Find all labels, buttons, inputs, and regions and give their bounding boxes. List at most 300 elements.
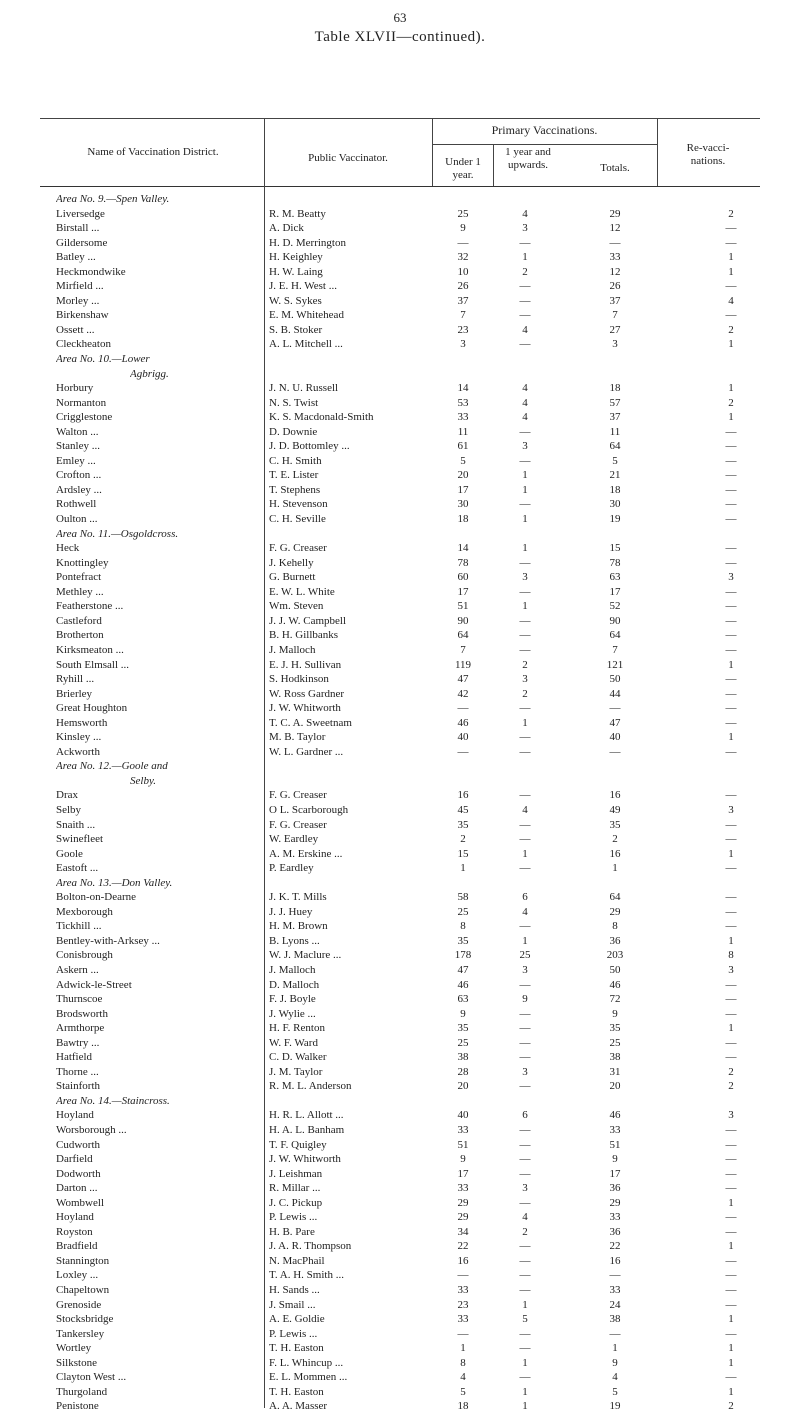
header-primary: Primary Vaccinations. bbox=[491, 123, 598, 137]
under-1-cell: 25 bbox=[457, 905, 469, 918]
totals-cell: 49 bbox=[609, 803, 621, 816]
table-row bbox=[0, 919, 800, 934]
one-year-up-cell: — bbox=[519, 294, 531, 307]
table-row bbox=[0, 439, 800, 454]
revaccinations-cell: 1 bbox=[728, 382, 734, 395]
revaccinations-cell: — bbox=[725, 862, 737, 875]
vaccinator-cell: Wm. Steven bbox=[269, 600, 324, 613]
under-1-cell: 20 bbox=[457, 469, 469, 482]
vaccinator-cell: F. G. Creaser bbox=[269, 789, 327, 802]
vaccinator-cell: H. W. Laing bbox=[269, 265, 323, 278]
primary-subrule bbox=[432, 144, 657, 145]
revaccinations-cell: — bbox=[725, 1036, 737, 1049]
district-cell: Armthorpe bbox=[56, 1022, 105, 1035]
one-year-up-cell: — bbox=[519, 1051, 531, 1064]
one-year-up-cell: 1 bbox=[522, 469, 528, 482]
table-row bbox=[0, 687, 800, 702]
totals-cell: 19 bbox=[609, 513, 621, 526]
vaccinator-cell: A. L. Mitchell ... bbox=[269, 338, 343, 351]
vaccinator-cell: W. L. Gardner ... bbox=[269, 745, 344, 758]
district-cell: Brodsworth bbox=[56, 1007, 108, 1020]
one-year-up-cell: 1 bbox=[522, 847, 528, 860]
district-cell: Hatfield bbox=[56, 1051, 93, 1064]
area-heading-label: Area No. 10.—Lower bbox=[56, 353, 150, 366]
page-number: 63 bbox=[393, 10, 407, 25]
one-year-up-cell: — bbox=[519, 1080, 531, 1093]
totals-cell: 22 bbox=[609, 1240, 621, 1253]
totals-cell: 50 bbox=[609, 673, 621, 686]
district-cell: Heckmondwike bbox=[56, 265, 126, 278]
under-1-cell: 9 bbox=[460, 222, 466, 235]
district-cell: Hoyland bbox=[56, 1109, 94, 1122]
table-row bbox=[0, 396, 800, 411]
district-cell: Crigglestone bbox=[56, 411, 113, 424]
vaccinator-cell: B. H. Gillbanks bbox=[269, 629, 339, 642]
totals-cell: 36 bbox=[609, 934, 621, 947]
vaccinator-cell: R. Millar ... bbox=[269, 1182, 321, 1195]
revaccinations-cell: 1 bbox=[728, 1022, 734, 1035]
totals-cell: 40 bbox=[609, 731, 621, 744]
one-year-up-cell: — bbox=[519, 1196, 531, 1209]
district-cell: Birstall ... bbox=[56, 222, 100, 235]
revaccinations-cell: — bbox=[725, 425, 737, 438]
one-year-up-cell: 3 bbox=[522, 222, 528, 235]
area-heading-label: Selby. bbox=[130, 774, 156, 787]
district-cell: Stanley ... bbox=[56, 440, 100, 453]
revaccinations-cell: 2 bbox=[728, 1065, 734, 1078]
one-year-up-cell: 6 bbox=[522, 891, 528, 904]
table-row bbox=[0, 628, 800, 643]
table-row bbox=[0, 614, 800, 629]
under-1-cell: 14 bbox=[457, 382, 469, 395]
vaccinator-cell: P. Lewis ... bbox=[269, 1327, 318, 1340]
revaccinations-cell: — bbox=[725, 236, 737, 249]
header-vaccinator: Public Vaccinator. bbox=[308, 152, 388, 164]
revaccinations-cell: — bbox=[725, 498, 737, 511]
one-year-up-cell: — bbox=[519, 1284, 531, 1297]
totals-cell: 16 bbox=[609, 1254, 621, 1267]
vaccinator-cell: E. J. H. Sullivan bbox=[269, 658, 342, 671]
one-year-up-cell: — bbox=[519, 862, 531, 875]
table-row bbox=[0, 250, 800, 265]
totals-cell: 29 bbox=[609, 905, 621, 918]
district-cell: Grenoside bbox=[56, 1298, 102, 1311]
under-1-cell: 34 bbox=[457, 1225, 469, 1238]
revaccinations-cell: 4 bbox=[728, 294, 734, 307]
under-1-cell: 17 bbox=[457, 483, 469, 496]
district-cell: Worsborough ... bbox=[56, 1124, 127, 1136]
revaccinations-cell: — bbox=[725, 1225, 737, 1238]
under-1-cell: 2 bbox=[460, 833, 466, 846]
under-1-cell: 33 bbox=[457, 1313, 469, 1326]
totals-cell: 5 bbox=[612, 1385, 618, 1398]
one-year-up-cell: 9 bbox=[522, 993, 528, 1006]
totals-cell: 64 bbox=[609, 891, 621, 904]
vaccinator-cell: J. Malloch bbox=[269, 643, 316, 656]
district-cell: Eastoft ... bbox=[56, 862, 99, 875]
table-row bbox=[0, 672, 800, 687]
table-row bbox=[0, 483, 800, 498]
under-1-cell: 5 bbox=[460, 454, 466, 467]
table-row bbox=[0, 1239, 800, 1254]
vaccinator-cell: H. Stevenson bbox=[269, 498, 328, 511]
one-year-up-cell: 4 bbox=[522, 803, 528, 816]
header-one-year: 1 year and upwards. bbox=[505, 146, 551, 171]
table-row bbox=[0, 934, 800, 949]
revaccinations-cell: — bbox=[725, 1254, 737, 1267]
vaccinator-cell: T. C. A. Sweetnam bbox=[269, 716, 352, 729]
revaccinations-cell: 1 bbox=[728, 1342, 734, 1355]
under-1-cell: 28 bbox=[457, 1065, 469, 1078]
under-1-cell: 40 bbox=[457, 1109, 469, 1122]
district-cell: Castleford bbox=[56, 614, 102, 627]
under-1-cell: 46 bbox=[457, 978, 469, 991]
vaccinator-cell: W. Eardley bbox=[269, 833, 319, 846]
under-1-cell: — bbox=[457, 236, 469, 249]
under-1-cell: 10 bbox=[457, 265, 469, 278]
one-year-up-cell: 3 bbox=[522, 1182, 528, 1195]
vaccinator-cell: M. B. Taylor bbox=[269, 731, 326, 744]
under-1-cell: 17 bbox=[457, 1167, 469, 1180]
table-row bbox=[0, 890, 800, 905]
one-year-up-cell: 1 bbox=[522, 251, 528, 264]
under-1-cell: 7 bbox=[460, 643, 466, 656]
revaccinations-cell: — bbox=[725, 789, 737, 802]
one-year-up-cell: — bbox=[519, 585, 531, 598]
header-totals: Totals. bbox=[600, 162, 630, 174]
district-cell: Gildersome bbox=[56, 236, 108, 249]
table-row bbox=[0, 803, 800, 818]
district-cell: Wombwell bbox=[56, 1196, 104, 1209]
vaccinator-cell: J. Smail ... bbox=[269, 1298, 316, 1311]
district-cell: Darton ... bbox=[56, 1182, 98, 1195]
revaccinations-cell: 2 bbox=[728, 207, 734, 220]
totals-cell: 36 bbox=[609, 1225, 621, 1238]
totals-cell: 24 bbox=[609, 1298, 621, 1311]
under-1-cell: 32 bbox=[457, 251, 469, 264]
table-row bbox=[0, 745, 800, 760]
col-divider-3 bbox=[493, 145, 494, 186]
under-1-cell: 51 bbox=[457, 600, 469, 613]
one-year-up-cell: 1 bbox=[522, 483, 528, 496]
table-row bbox=[0, 1327, 800, 1342]
one-year-up-cell: — bbox=[519, 789, 531, 802]
one-year-up-cell: 25 bbox=[519, 949, 531, 962]
vaccinator-cell: H. R. L. Allott ... bbox=[269, 1109, 344, 1122]
totals-cell: 29 bbox=[609, 207, 621, 220]
under-1-cell: 30 bbox=[457, 498, 469, 511]
vaccinator-cell: A. A. Masser bbox=[269, 1400, 328, 1413]
totals-cell: 5 bbox=[612, 454, 618, 467]
revaccinations-cell: — bbox=[725, 643, 737, 656]
table-row bbox=[0, 1050, 800, 1065]
totals-cell: 2 bbox=[612, 833, 618, 846]
district-cell: Dodworth bbox=[56, 1167, 101, 1180]
district-cell: Bentley-with-Arksey ... bbox=[56, 934, 160, 947]
totals-cell: 33 bbox=[609, 1124, 621, 1136]
under-1-cell: — bbox=[457, 1327, 469, 1340]
district-cell: Brierley bbox=[56, 687, 93, 700]
under-1-cell: — bbox=[457, 1269, 469, 1282]
revaccinations-cell: — bbox=[725, 920, 737, 933]
revaccinations-cell: — bbox=[725, 1182, 737, 1195]
totals-cell: 11 bbox=[609, 425, 621, 438]
vaccinator-cell: H. Keighley bbox=[269, 251, 323, 264]
one-year-up-cell: 3 bbox=[522, 1065, 528, 1078]
under-1-cell: 90 bbox=[457, 614, 469, 627]
one-year-up-cell: 3 bbox=[522, 673, 528, 686]
one-year-up-cell: — bbox=[519, 643, 531, 656]
revaccinations-cell: — bbox=[725, 833, 737, 846]
vaccinator-cell: J. Kehelly bbox=[269, 556, 314, 569]
totals-cell: 12 bbox=[609, 222, 621, 235]
under-1-cell: 51 bbox=[457, 1138, 469, 1151]
one-year-up-cell: 6 bbox=[522, 1109, 528, 1122]
area-heading bbox=[0, 527, 800, 542]
under-1-cell: 14 bbox=[457, 542, 469, 555]
one-year-up-cell: — bbox=[519, 1167, 531, 1180]
table-row bbox=[0, 1152, 800, 1167]
under-1-cell: 23 bbox=[457, 1298, 469, 1311]
district-cell: Conisbrough bbox=[56, 949, 113, 962]
district-cell: Cleckheaton bbox=[56, 338, 111, 351]
one-year-up-cell: 4 bbox=[522, 411, 528, 424]
one-year-up-cell: 1 bbox=[522, 716, 528, 729]
district-cell: Walton ... bbox=[56, 425, 99, 438]
totals-cell: 51 bbox=[609, 1138, 621, 1151]
totals-cell: 35 bbox=[609, 1022, 621, 1035]
vaccinator-cell: H. Sands ... bbox=[269, 1284, 320, 1297]
district-cell: Bawtry ... bbox=[56, 1036, 100, 1049]
vaccinator-cell: P. Eardley bbox=[269, 862, 314, 875]
district-cell: Adwick-le-Street bbox=[56, 978, 132, 991]
totals-cell: 33 bbox=[609, 251, 621, 264]
district-cell: Clayton West ... bbox=[56, 1371, 127, 1384]
one-year-up-cell: 3 bbox=[522, 963, 528, 976]
one-year-up-cell: 1 bbox=[522, 1400, 528, 1413]
vaccinator-cell: J. K. T. Mills bbox=[269, 891, 327, 904]
district-cell: Knottingley bbox=[56, 556, 109, 569]
totals-cell: 12 bbox=[609, 265, 621, 278]
totals-cell: 64 bbox=[609, 440, 621, 453]
table-row bbox=[0, 861, 800, 876]
vaccinator-cell: R. M. L. Anderson bbox=[269, 1080, 352, 1093]
table-row bbox=[0, 1065, 800, 1080]
district-cell: Tankersley bbox=[56, 1327, 105, 1340]
revaccinations-cell: — bbox=[725, 1269, 737, 1282]
under-1-cell: 61 bbox=[457, 440, 469, 453]
vaccinator-cell: C. H. Seville bbox=[269, 513, 326, 526]
district-cell: Kinsley ... bbox=[56, 731, 102, 744]
totals-cell: 47 bbox=[609, 716, 621, 729]
under-1-cell: 119 bbox=[454, 658, 472, 671]
table-row bbox=[0, 1021, 800, 1036]
district-cell: Emley ... bbox=[56, 454, 96, 467]
table-row bbox=[0, 1370, 800, 1385]
table-row bbox=[0, 1254, 800, 1269]
revaccinations-cell: 2 bbox=[728, 1400, 734, 1413]
vaccinator-cell: F. J. Boyle bbox=[269, 993, 316, 1006]
revaccinations-cell: 3 bbox=[728, 803, 734, 816]
revaccinations-cell: — bbox=[725, 1153, 737, 1166]
under-1-cell: 16 bbox=[457, 789, 469, 802]
district-cell: Bradfield bbox=[56, 1240, 98, 1253]
totals-cell: 7 bbox=[612, 643, 618, 656]
district-cell: Ardsley ... bbox=[56, 483, 102, 496]
table-row bbox=[0, 454, 800, 469]
vaccinator-cell: K. S. Macdonald-Smith bbox=[269, 411, 374, 424]
totals-cell: 78 bbox=[609, 556, 621, 569]
revaccinations-cell: — bbox=[725, 1284, 737, 1297]
district-cell: Selby bbox=[56, 803, 82, 816]
revaccinations-cell: — bbox=[725, 222, 737, 235]
district-cell: Chapeltown bbox=[56, 1284, 110, 1297]
under-1-cell: 11 bbox=[457, 425, 469, 438]
district-cell: Ackworth bbox=[56, 745, 100, 758]
totals-cell: — bbox=[609, 1269, 621, 1282]
totals-cell: 29 bbox=[609, 1196, 621, 1209]
revaccinations-cell: 1 bbox=[728, 251, 734, 264]
vaccinator-cell: J. Leishman bbox=[269, 1167, 323, 1180]
vaccinator-cell: H. M. Brown bbox=[269, 920, 328, 933]
table-row bbox=[0, 1196, 800, 1211]
totals-cell: 36 bbox=[609, 1182, 621, 1195]
one-year-up-cell: — bbox=[519, 978, 531, 991]
one-year-up-cell: — bbox=[519, 1269, 531, 1282]
table-row bbox=[0, 1283, 800, 1298]
vaccinator-cell: T. F. Quigley bbox=[269, 1138, 327, 1151]
under-1-cell: 64 bbox=[457, 629, 469, 642]
under-1-cell: 35 bbox=[457, 818, 469, 831]
under-1-cell: 42 bbox=[457, 687, 469, 700]
vaccinator-cell: D. Malloch bbox=[269, 978, 320, 991]
table-row bbox=[0, 265, 800, 280]
under-1-cell: 46 bbox=[457, 716, 469, 729]
revaccinations-cell: 1 bbox=[728, 847, 734, 860]
district-cell: Birkenshaw bbox=[56, 309, 109, 322]
area-heading bbox=[0, 367, 800, 382]
revaccinations-cell: 1 bbox=[728, 731, 734, 744]
under-1-cell: 18 bbox=[457, 513, 469, 526]
table-row bbox=[0, 556, 800, 571]
vaccinator-cell: J. W. Whitworth bbox=[269, 1153, 341, 1166]
totals-cell: 16 bbox=[609, 847, 621, 860]
totals-cell: 15 bbox=[609, 542, 621, 555]
vaccinator-cell: B. Lyons ... bbox=[269, 934, 320, 947]
header-district: Name of Vaccination District. bbox=[87, 146, 219, 158]
vaccinator-cell: T. H. Easton bbox=[269, 1342, 324, 1355]
under-1-cell: 58 bbox=[457, 891, 469, 904]
area-heading bbox=[0, 1094, 800, 1109]
vaccinator-cell: H. F. Renton bbox=[269, 1022, 325, 1035]
totals-cell: 46 bbox=[609, 978, 621, 991]
revaccinations-cell: — bbox=[725, 702, 737, 715]
table-row bbox=[0, 788, 800, 803]
one-year-up-cell: — bbox=[519, 833, 531, 846]
vaccinator-cell: H. B. Pare bbox=[269, 1225, 315, 1238]
vaccinator-cell: F. L. Whincup ... bbox=[269, 1356, 344, 1369]
totals-cell: 18 bbox=[609, 382, 621, 395]
revaccinations-cell: — bbox=[725, 556, 737, 569]
under-1-cell: 60 bbox=[457, 571, 469, 584]
district-cell: Thurnscoe bbox=[56, 993, 103, 1006]
totals-cell: 37 bbox=[609, 411, 621, 424]
totals-cell: 35 bbox=[609, 818, 621, 831]
one-year-up-cell: 4 bbox=[522, 905, 528, 918]
revaccinations-cell: 1 bbox=[728, 1240, 734, 1253]
table-row bbox=[0, 541, 800, 556]
one-year-up-cell: 2 bbox=[522, 265, 528, 278]
under-1-cell: 22 bbox=[457, 1240, 469, 1253]
revaccinations-cell: — bbox=[725, 978, 737, 991]
table-row bbox=[0, 1341, 800, 1356]
revaccinations-cell: 1 bbox=[728, 338, 734, 351]
district-cell: South Elmsall ... bbox=[56, 658, 130, 671]
table-row bbox=[0, 207, 800, 222]
revaccinations-cell: 2 bbox=[728, 1080, 734, 1093]
district-cell: Methley ... bbox=[56, 585, 104, 598]
vaccinator-cell: J. C. Pickup bbox=[269, 1196, 323, 1209]
district-cell: Kirksmeaton ... bbox=[56, 643, 124, 656]
totals-cell: 27 bbox=[609, 323, 621, 336]
revaccinations-cell: — bbox=[725, 891, 737, 904]
one-year-up-cell: 1 bbox=[522, 542, 528, 555]
table-row bbox=[0, 512, 800, 527]
one-year-up-cell: — bbox=[519, 454, 531, 467]
under-1-cell: 45 bbox=[457, 803, 469, 816]
totals-cell: 3 bbox=[612, 338, 618, 351]
one-year-up-cell: 2 bbox=[522, 1225, 528, 1238]
one-year-up-cell: — bbox=[519, 309, 531, 322]
district-cell: Featherstone ... bbox=[56, 600, 124, 613]
revaccinations-cell: 3 bbox=[728, 571, 734, 584]
district-cell: Loxley ... bbox=[56, 1269, 99, 1282]
vaccinator-cell: O L. Scarborough bbox=[269, 803, 349, 816]
vaccinator-cell: S. B. Stoker bbox=[269, 323, 323, 336]
one-year-up-cell: — bbox=[519, 1124, 531, 1136]
table-row bbox=[0, 468, 800, 483]
totals-cell: 57 bbox=[609, 396, 621, 409]
vaccinator-cell: F. G. Creaser bbox=[269, 542, 327, 555]
district-cell: Ossett ... bbox=[56, 323, 95, 336]
vaccination-table-body bbox=[0, 192, 800, 1414]
one-year-up-cell: — bbox=[519, 818, 531, 831]
one-year-up-cell: — bbox=[519, 702, 531, 715]
area-heading-label: Area No. 14.—Staincross. bbox=[56, 1094, 170, 1107]
table-title: Table XLVII—continued). bbox=[314, 29, 486, 45]
under-1-cell: 63 bbox=[457, 993, 469, 1006]
one-year-up-cell: — bbox=[519, 1153, 531, 1166]
totals-cell: 7 bbox=[612, 309, 618, 322]
one-year-up-cell: 1 bbox=[522, 600, 528, 613]
totals-cell: 1 bbox=[612, 1342, 618, 1355]
under-1-cell: 35 bbox=[457, 934, 469, 947]
table-row bbox=[0, 818, 800, 833]
one-year-up-cell: — bbox=[519, 1036, 531, 1049]
under-1-cell: 8 bbox=[460, 920, 466, 933]
area-heading bbox=[0, 774, 800, 789]
area-heading-label: Area No. 13.—Don Valley. bbox=[56, 876, 173, 889]
under-1-cell: 15 bbox=[457, 847, 469, 860]
vaccinator-cell: J. E. H. West ... bbox=[269, 280, 337, 293]
under-1-cell: 29 bbox=[457, 1211, 469, 1224]
table-row bbox=[0, 847, 800, 862]
one-year-up-cell: 4 bbox=[522, 1211, 528, 1224]
district-cell: Thorne ... bbox=[56, 1065, 99, 1078]
table-row bbox=[0, 658, 800, 673]
under-1-cell: 178 bbox=[454, 949, 472, 962]
table-row bbox=[0, 221, 800, 236]
